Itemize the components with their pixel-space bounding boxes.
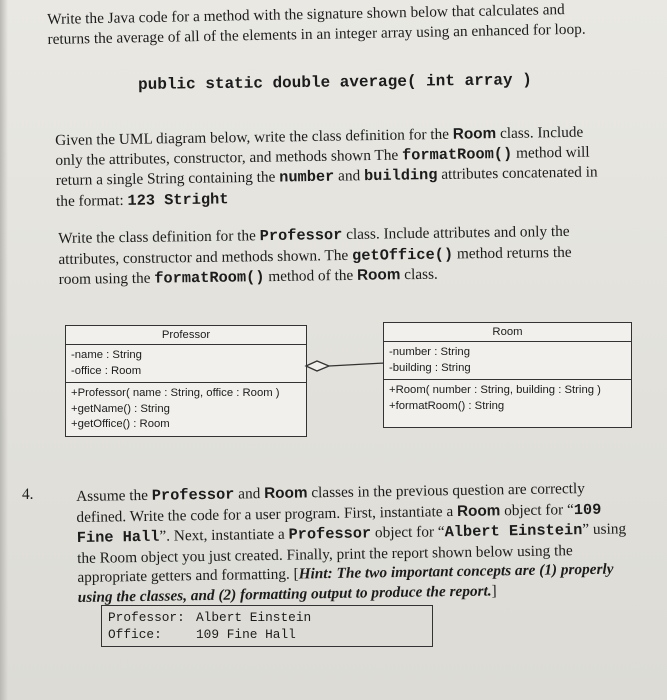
code-format-room: formatRoom() [401, 144, 513, 165]
question-4-text [76, 478, 648, 607]
uml-professor-title: Professor [66, 326, 306, 345]
report-label: Office: [108, 627, 162, 642]
class-name-room: Room [264, 484, 308, 503]
code-professor-name: Albert Einstein [444, 521, 583, 542]
hint-text: Hint: The two important concepts are (1) properly [298, 560, 614, 583]
text-run: attributes, constructor and methods shown. The [58, 246, 353, 268]
method-signature: public static double average( int array ) [138, 71, 532, 94]
text-run: only the attributes, constructor, and methods shown The [55, 146, 403, 169]
text-run: ” using [582, 520, 627, 539]
code-professor: Professor [288, 524, 372, 544]
text-run: ”. Next, instantiate a [159, 525, 289, 545]
text-run: and [334, 167, 365, 185]
text-run: and [234, 485, 265, 503]
question-room-text [55, 122, 646, 212]
code-room-number: 109 [573, 500, 602, 519]
uml-attribute: -building : String [389, 361, 471, 374]
code-format-example: 123 Stright [127, 189, 229, 210]
question-professor-text [58, 221, 644, 291]
page-shadow [0, 0, 8, 700]
text-run: class. Include [496, 123, 584, 143]
text-run: room using the [58, 269, 155, 288]
uml-method: +getOffice() : Room [71, 418, 170, 430]
text-run: the format: [55, 191, 128, 210]
text-run: classes in the previous question are correctly [307, 480, 585, 502]
uml-method: +formatRoom() : String [389, 399, 505, 412]
question-average-line-2: returns the average of all of the elements in an integer array using an enhanced for loop. [47, 20, 586, 48]
code-professor: Professor [151, 485, 235, 505]
question-4-number: 4. [22, 486, 34, 503]
code-number: number [279, 167, 335, 187]
text-run: class. Include attributes and only the [342, 222, 570, 244]
uml-room-title: Room [384, 323, 631, 342]
text-run: object for “ [371, 523, 445, 542]
text-run: ] [491, 581, 497, 599]
code-professor: Professor [259, 226, 343, 246]
text-run: method of the [264, 266, 358, 286]
question-average-line-1: Write the Java code for a method with the signature shown below that calculates and [47, 1, 565, 28]
uml-professor-methods [66, 383, 306, 436]
text-run: object for “ [500, 500, 574, 519]
uml-professor-attributes [66, 345, 306, 383]
uml-method: +Professor( name : String, office : Room ) [71, 387, 280, 399]
class-name-room: Room [452, 125, 497, 143]
report-label: Professor: [108, 610, 185, 625]
uml-room-methods [384, 380, 631, 427]
text-run: method will [512, 143, 590, 162]
text-run: attributes concatenated in [437, 163, 598, 183]
text-run: Given the UML diagram below, write the class definition for the [55, 125, 453, 149]
text-run: class. [400, 265, 438, 284]
uml-attribute: -name : String [71, 349, 142, 361]
code-room-building: Fine Hall [76, 527, 160, 547]
uml-aggregation-connector [303, 356, 385, 376]
text-run: method returns the [452, 243, 572, 262]
report-value: Albert Einstein [196, 610, 312, 625]
uml-attribute: -number : String [389, 346, 470, 358]
hint-text: using the classes, and (2) formatting output to produce the report. [77, 581, 492, 606]
class-name-room: Room [356, 266, 401, 284]
question-4-line-4: the Room object you just created. Finally, print the report shown below using the [76, 541, 573, 567]
question-average-text [47, 0, 648, 49]
text-run: return a single String containing the [55, 168, 280, 189]
text-run: appropriate getters and formatting. [ [77, 565, 299, 586]
class-name-room: Room [456, 501, 501, 520]
text-run: Assume the [76, 486, 152, 505]
uml-method: +Room( number : String, building : String ) [389, 384, 601, 396]
sample-report-output [101, 605, 433, 647]
aggregation-diamond-icon [306, 361, 329, 371]
report-row-office [108, 626, 426, 643]
code-building: building [363, 165, 438, 186]
uml-room-attributes [384, 342, 631, 380]
text-run: Write the class definition for the [58, 227, 260, 247]
report-row-professor [108, 609, 426, 626]
uml-method: +getName() : String [71, 402, 170, 415]
report-value: 109 Fine Hall [196, 627, 296, 642]
uml-professor-class [65, 325, 307, 437]
text-run: defined. Write the code for a user program. First, instantiate a [76, 502, 458, 526]
uml-association-line [329, 363, 385, 366]
uml-room-class [383, 322, 632, 428]
code-get-office: getOffice() [351, 244, 454, 265]
code-format-room: formatRoom() [154, 268, 265, 288]
uml-attribute: -office : Room [71, 364, 142, 377]
